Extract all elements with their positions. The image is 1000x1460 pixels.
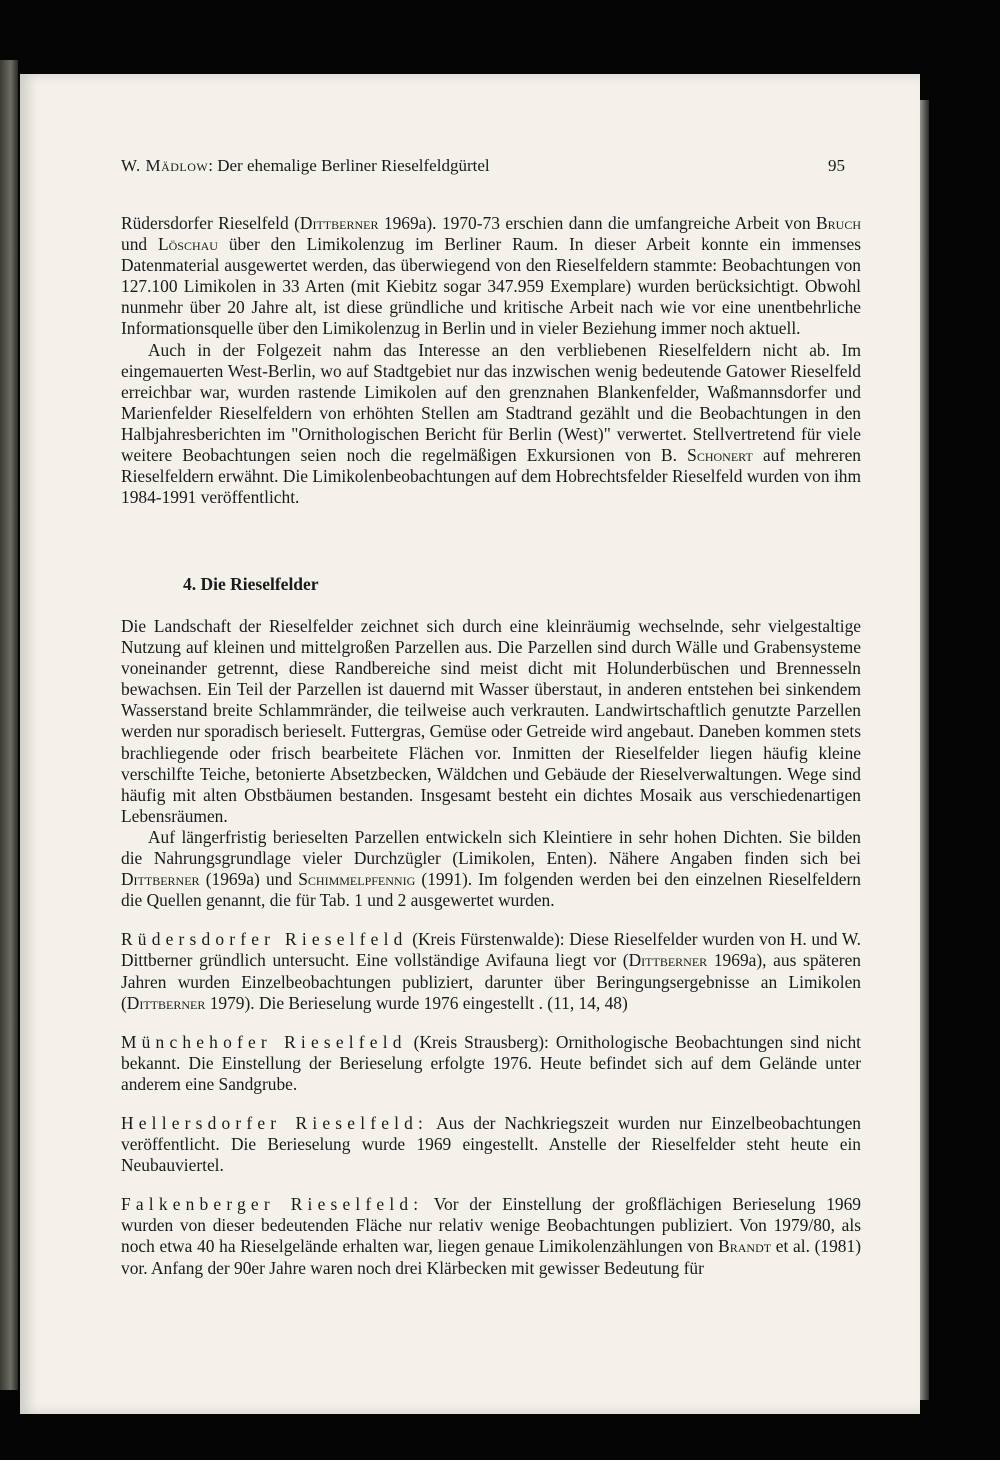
entry-title: Falkenberger Rieselfeld: — [121, 1194, 424, 1215]
entry-title: Rüdersdorfer Rieselfeld — [121, 929, 408, 950]
text-run: (Kreis Strausberg): Ornithologische Beobachtungen sind nicht bekannt. Die Einstellung der Berieselung erfolgte 1976. Heute befindet sich auf dem Gelände unter anderem eine Sandgrube. — [121, 1031, 861, 1094]
header-author: W. Mädlow — [121, 156, 209, 175]
author-name: Dittberner — [299, 213, 379, 233]
text-run: et al. (1981) vor. Anfang der 90er Jahre waren noch drei Klärbecken mit gewisser Bedeutung für — [121, 1236, 861, 1278]
author-name: Dittberner — [628, 950, 708, 971]
spacer — [121, 911, 861, 929]
author-name: Schimmelpfennig — [298, 869, 416, 890]
text-run: 1979). Die Berieselung wurde 1976 eingestellt . (11, 14, 48) — [205, 992, 628, 1013]
entry-muenchehofe — [121, 1032, 861, 1095]
text-run: und — [121, 234, 158, 255]
running-header — [121, 156, 861, 176]
text-run: über den Limikolenzug im Berliner Raum. In dieser Arbeit konnte ein immenses Datenmaterial ausgewertet werden, das überwiegend von den Rieselfeldern stammte: Beobachtungen von 127.100 Limikolen in 33 Arten (mit Kiebitz sogar 347.959 Exemplare) wurden berücksichtigt. Obwohl nunmehr über 20 Jahre alt, ist diese gründliche und kritische Arbeit nach wie vor eine unentbehrliche Informationsquelle über den Limikolenzug in Berlin und in vieler Beziehung immer noch aktuell. — [121, 234, 862, 339]
header-title: : Der ehemalige Berliner Rieselfeldgürtel — [208, 156, 490, 175]
spacer — [121, 1095, 861, 1113]
paragraph-3: Die Landschaft der Rieselfelder zeichnet sich durch eine kleinräumig wechselnde, sehr vielgestaltige Nutzung auf kleinen und mittelgroßen Parzellen aus. Die Parzellen sind durch Wälle und Grabensysteme voneinander getrennt, diese Randbereiche sind meist dicht mit Holunderbüschen und Brennesseln bewachsen. Ein Teil der Parzellen ist dauernd mit Wasser überstaut, in anderen entstehen bei sinkendem Wasserstand breite Schlammränder, die teilweise auch verkrauten. Landwirtschaftlich genutzte Parzellen werden nur sporadisch berieselt. Futtergras, Gemüse oder Getreide wird angebaut. Daneben kommen stets brachliegende oder frisch bearbeitete Flächen vor. Inmitten der Rieselfelder liegen häufig kleine verschilfte Teiche, betonierte Absetzbecken, Wäldchen und Gebäude der Rieselverwaltungen. Wege sind häufig mit alten Obstbäumen bestanden. Insgesamt besteht ein dichtes Mosaik aus verschiedenartigen Lebensräumen. — [121, 616, 861, 826]
author-name: Dittberner — [126, 992, 206, 1013]
author-name: Schonert — [687, 445, 753, 466]
text-run: 1969a), aus späteren Jahren wurden Einzelbeobachtungen publiziert, darunter über Beringungsergebnisse an Limikolen ( — [121, 950, 861, 1013]
text-run: auf mehreren Rieselfeldern erwähnt. Die Limikolenbeobachtungen auf dem Hobrechtsfelder Rieselfeld wurden von ihm 1984-1991 veröffentlicht. — [121, 445, 861, 508]
text-run: Auf längerfristig berieselten Parzellen entwickeln sich Kleintiere in sehr hohen Dichten. Sie bilden die Nahrungsgrundlage vieler Durchzügler (Limikolen, Enten). Nähere Angaben finden sich bei — [121, 826, 861, 869]
text-run: Aus der Nachkriegszeit wurden nur Einzelbeobachtungen veröffentlicht. Die Berieselung wurde 1969 eingestellt. Anstelle der Rieselfelder steht heute ein Neubauviertel. — [121, 1112, 861, 1176]
entry-title: Hellersdorfer Rieselfeld: — [121, 1112, 429, 1133]
text-run: (Kreis Fürstenwalde): Diese Rieselfelder wurden von H. und W. Dittberner gründlich untersucht. Eine vollständige Avifauna liegt vor ( — [121, 929, 861, 971]
paragraph-4 — [121, 827, 861, 911]
text-run: 1969a). 1970-73 erschien dann die umfangreiche Arbeit von — [378, 213, 817, 233]
paragraph-1 — [121, 213, 861, 340]
author-name: Bruch — [816, 213, 861, 233]
text-run: Rüdersdorfer Rieselfeld ( — [121, 213, 300, 233]
text-run: Vor der Einstellung der großflächigen Berieselung 1969 wurden von dieser bedeutenden Fläche nur relativ wenige Beobachtungen publiziert. Von 1979/80, als noch etwa 40 ha Rieselgelände erhalten war, liegen genaue Limikolenzählungen von — [121, 1194, 861, 1257]
spacer — [121, 1014, 861, 1032]
entry-ruedersdorf — [121, 929, 861, 1013]
entry-title: Münchehofer Rieselfeld — [121, 1031, 407, 1052]
header-text — [121, 156, 490, 176]
author-name: Brandt — [718, 1236, 772, 1257]
upper-text-block — [121, 213, 861, 508]
lower-text-block — [121, 616, 861, 1279]
book-page — [20, 74, 920, 1414]
book-binding-strip — [0, 60, 18, 1390]
entry-falkenberg — [121, 1194, 861, 1278]
entry-hellersdorf — [121, 1113, 861, 1176]
section-heading: 4. Die Rieselfelder — [183, 574, 319, 594]
text-run: Auch in der Folgezeit nahm das Interesse an den verbliebenen Rieselfeldern nicht ab. Im eingemauerten West-Berlin, wo auf Stadtgebiet nur das inzwischen wenig bedeutende Gatower Rieselfeld erreichbar war, wurden rastende Limikolen auf den grenznahen Blankenfelder, Waßmannsdorfer und Marienfelder Rieselfeldern von erhöhten Stellen am Stadtrand gezählt und die Beobachtungen in den Halbjahresberichten im "Ornithologischen Bericht für Berlin (West)" verwertet. Stellvertretend für viele weitere Beobachtungen seien noch die regelmäßigen Exkursionen von B. — [121, 339, 861, 466]
author-name: Löschau — [157, 234, 218, 255]
text-run: (1991). Im folgenden werden bei den einzelnen Rieselfeldern die Quellen genannt, die für Tab. 1 und 2 ausgewertet wurden. — [121, 869, 862, 911]
text-run: (1969a) und — [199, 869, 299, 890]
page-number: 95 — [828, 156, 845, 175]
spacer — [121, 1176, 861, 1194]
author-name: Dittberner — [121, 869, 200, 890]
paragraph-2 — [121, 340, 861, 509]
